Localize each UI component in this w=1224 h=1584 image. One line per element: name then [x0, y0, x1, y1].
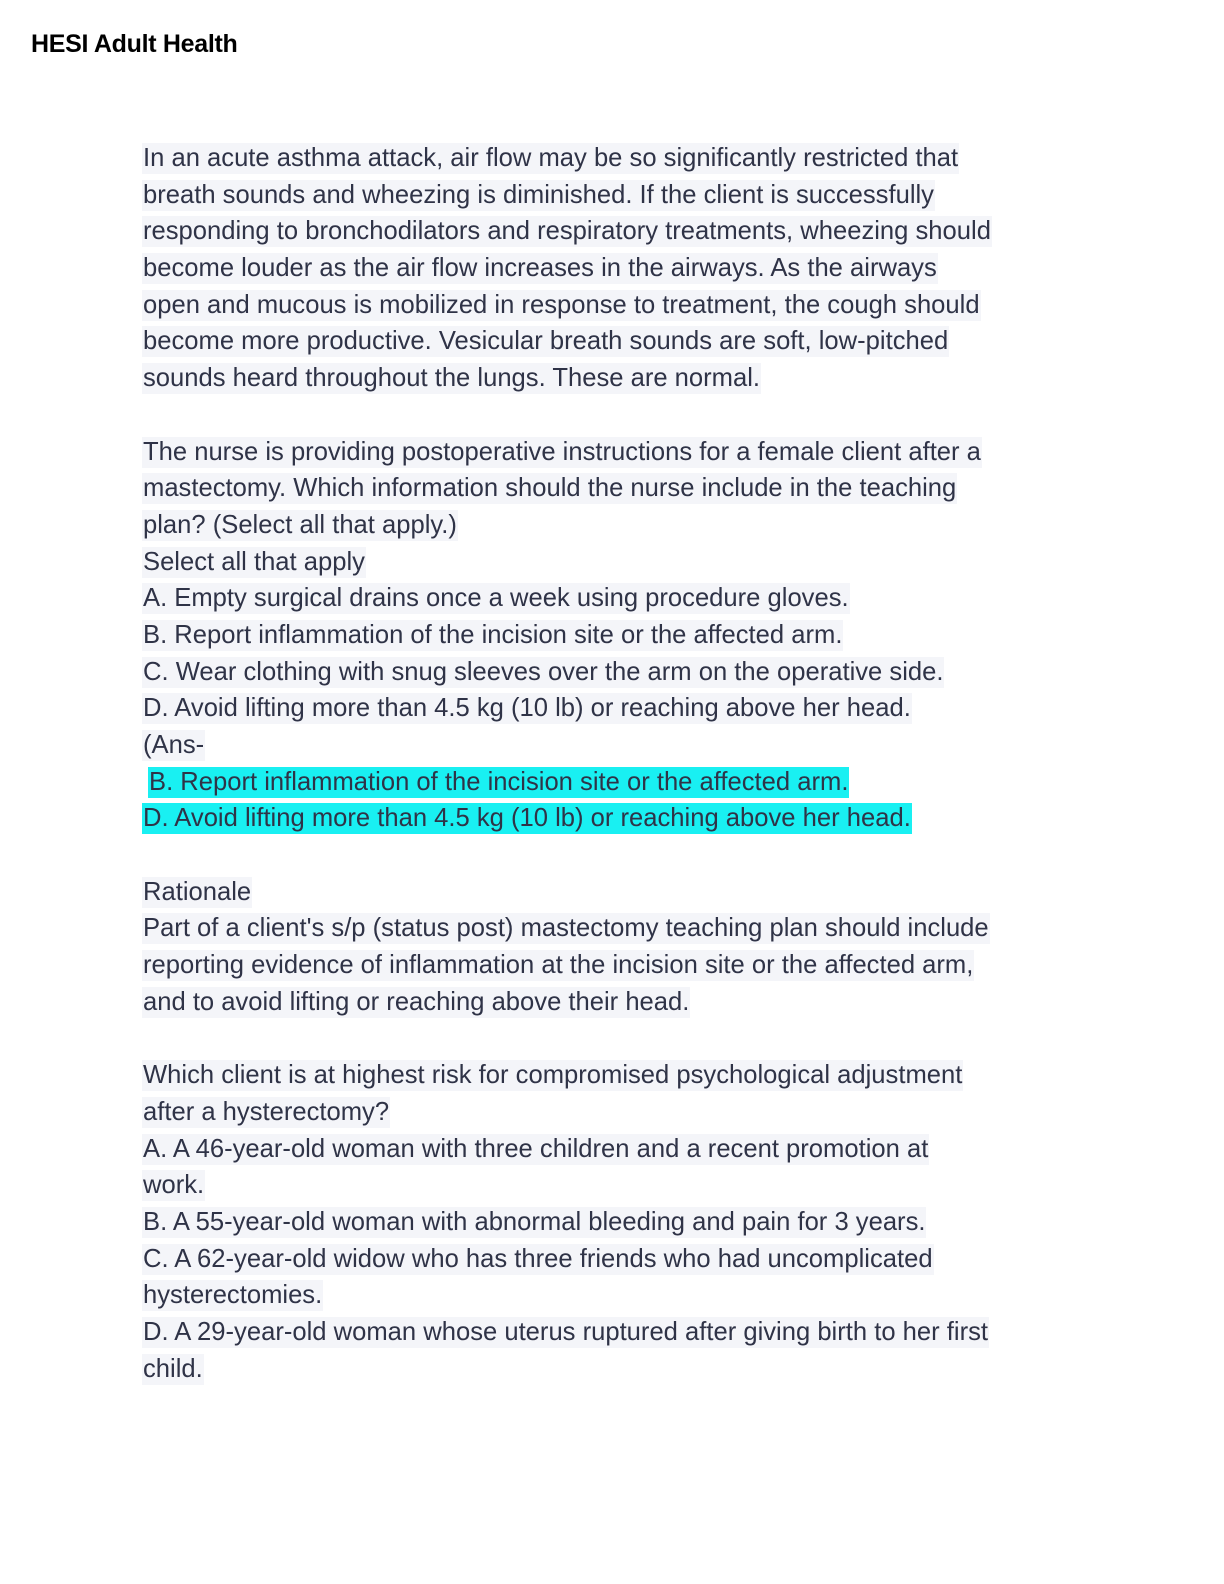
- document-body: [142, 140, 1102, 1387]
- spacer: [142, 397, 1102, 434]
- question-stem-line: after a hysterectomy?: [143, 1097, 390, 1126]
- spacer: [142, 837, 1102, 874]
- rationale-line: and to avoid lifting or reaching above their head.: [143, 987, 690, 1016]
- answer-label: (Ans-: [143, 731, 205, 759]
- paragraph-line: open and mucous is mobilized in response to treatment, the cough should: [143, 290, 980, 319]
- rationale-line: reporting evidence of inflammation at the incision site or the affected arm,: [143, 951, 974, 980]
- option-c: C. Wear clothing with snug sleeves over the arm on the operative side.: [143, 657, 944, 686]
- paragraph-line: become more productive. Vesicular breath sounds are soft, low-pitched: [143, 327, 949, 356]
- paragraph-line: responding to bronchodilators and respiratory treatments, wheezing should: [143, 217, 991, 246]
- paragraph-line: become louder as the air flow increases in the airways. As the airways: [143, 254, 937, 283]
- mastectomy-question: [142, 434, 1102, 838]
- question-stem-line: Which client is at highest risk for compromised psychological adjustment: [143, 1061, 963, 1090]
- question-instruction: Select all that apply: [143, 547, 365, 576]
- question-stem-line: plan? (Select all that apply.): [143, 510, 457, 539]
- question-stem-line: The nurse is providing postoperative instructions for a female client after a: [143, 437, 981, 466]
- option-line: D. A 29-year-old woman whose uterus ruptured after giving birth to her first: [143, 1318, 989, 1346]
- document-title: HESI Adult Health: [31, 30, 238, 58]
- option-d: D. Avoid lifting more than 4.5 kg (10 lb) or reaching above her head.: [143, 694, 911, 723]
- rationale-heading: Rationale: [143, 877, 252, 906]
- option-a: A. Empty surgical drains once a week using procedure gloves.: [143, 584, 849, 613]
- asthma-paragraph: [142, 140, 1102, 397]
- paragraph-line: sounds heard throughout the lungs. These are normal.: [143, 364, 761, 393]
- spacer: [142, 1021, 1102, 1058]
- paragraph-line: In an acute asthma attack, air flow may be so significantly restricted that: [143, 144, 959, 172]
- question-stem-line: mastectomy. Which information should the nurse include in the teaching: [143, 474, 957, 503]
- paragraph-line: breath sounds and wheezing is diminished. If the client is successfully: [143, 180, 934, 209]
- option-line: hysterectomies.: [143, 1281, 323, 1310]
- option-line: child.: [143, 1354, 203, 1383]
- rationale-line: Part of a client's s/p (status post) mastectomy teaching plan should include: [143, 914, 989, 943]
- option-line: work.: [143, 1171, 205, 1200]
- answer-highlight-d: D. Avoid lifting more than 4.5 kg (10 lb) or reaching above her head.: [143, 804, 911, 833]
- rationale-section: [142, 874, 1102, 1021]
- hysterectomy-question: [142, 1057, 1102, 1387]
- answer-highlight-b: B. Report inflammation of the incision site or the affected arm.: [149, 767, 849, 796]
- option-line: A. A 46-year-old woman with three children and a recent promotion at: [143, 1134, 929, 1163]
- option-line: C. A 62-year-old widow who has three friends who had uncomplicated: [143, 1244, 933, 1273]
- option-line: B. A 55-year-old woman with abnormal bleeding and pain for 3 years.: [143, 1207, 926, 1236]
- option-b: B. Report inflammation of the incision site or the affected arm.: [143, 620, 843, 649]
